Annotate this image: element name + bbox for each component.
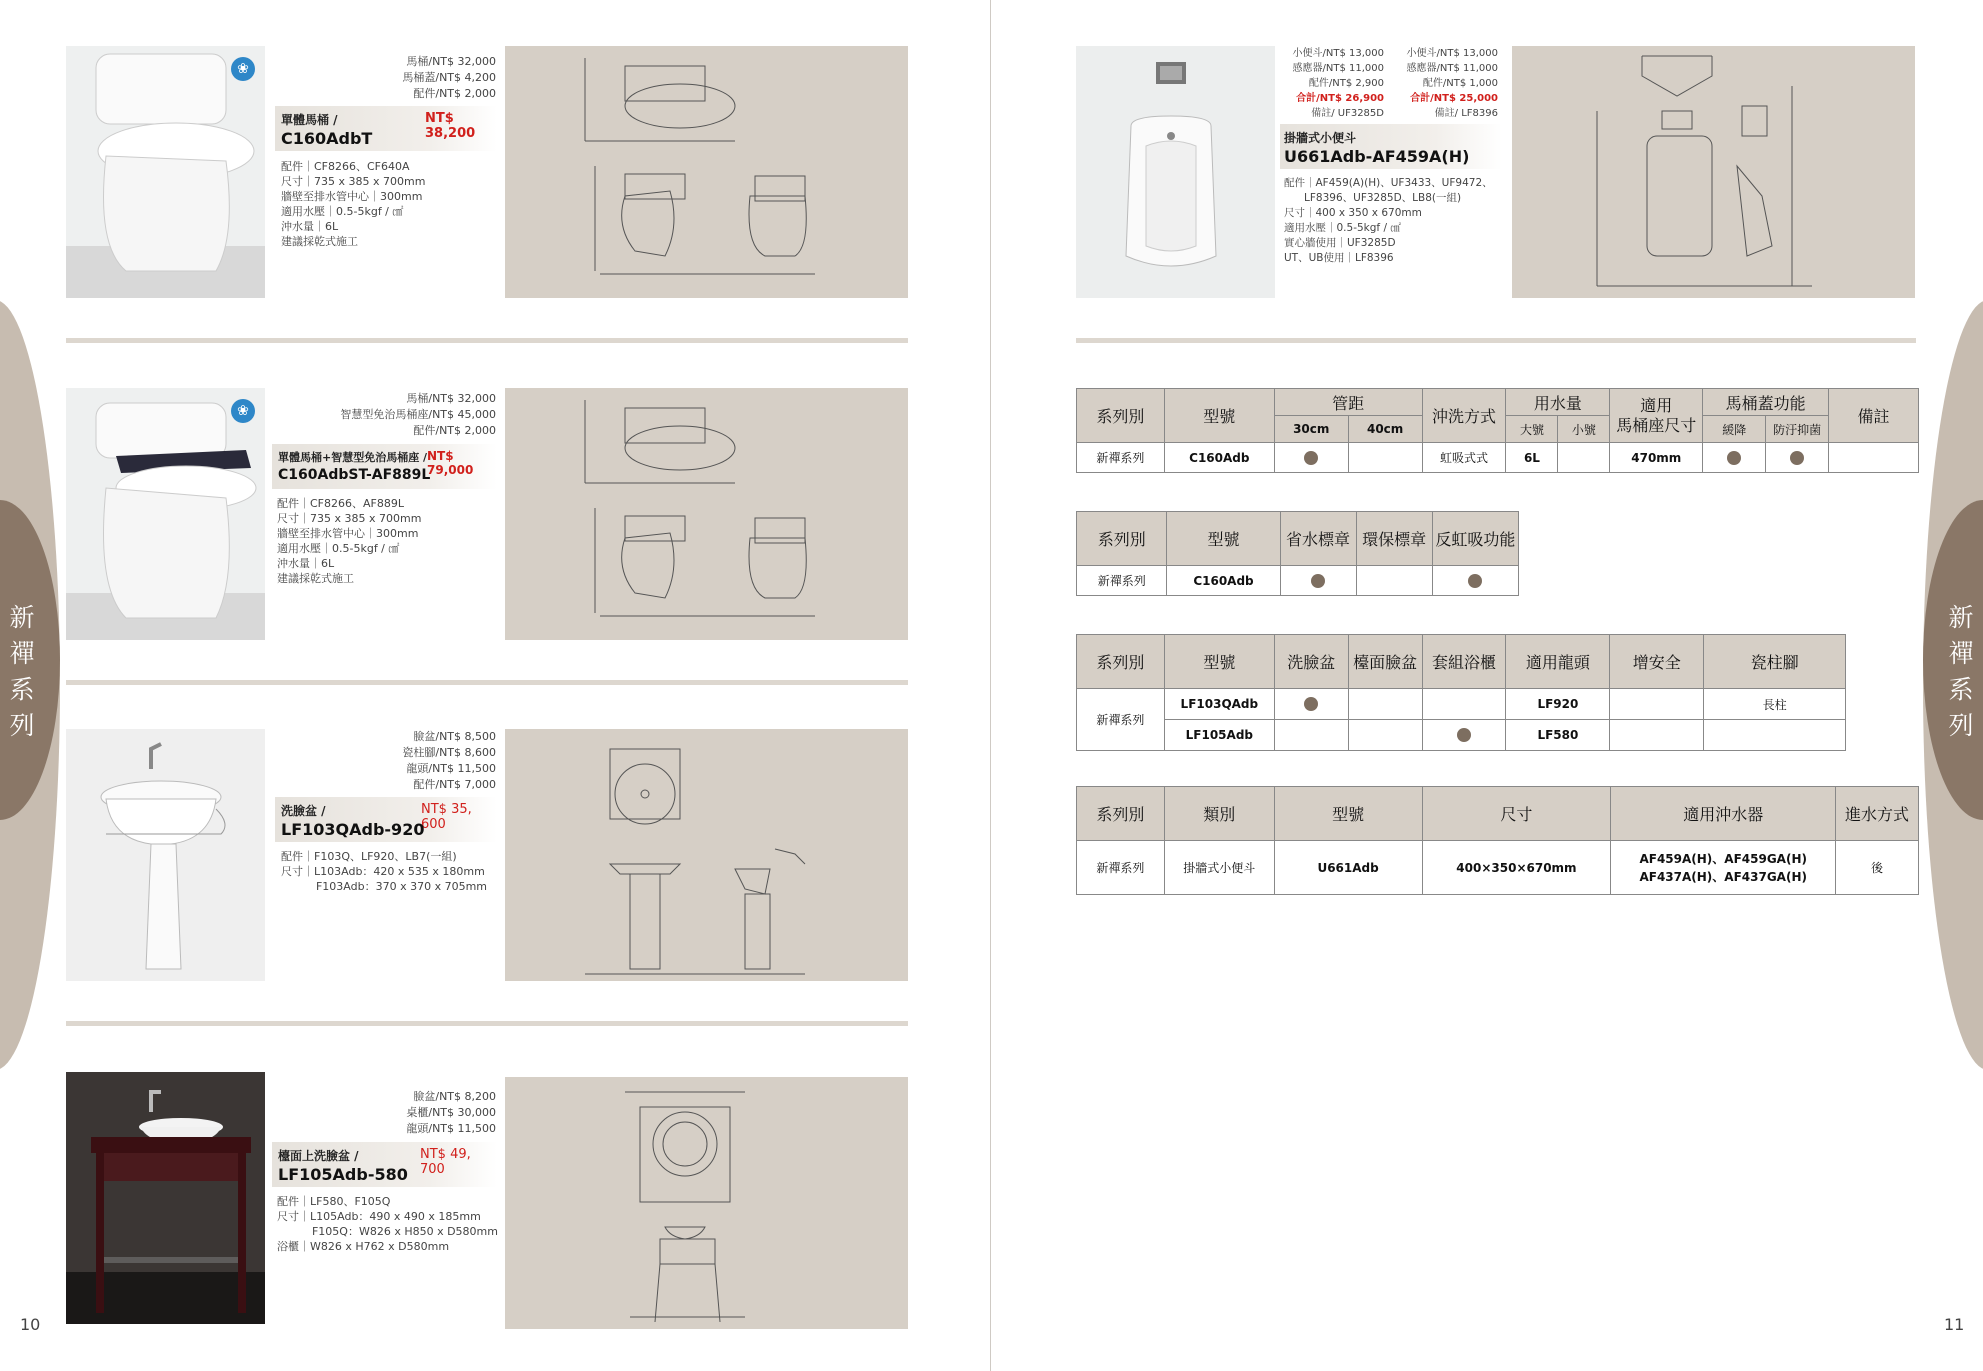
cell-vanity-set [1422,689,1506,720]
price-note: 備註/ UF3285D [1311,108,1384,119]
product-specs [277,496,421,586]
check-dot-icon [1311,574,1325,588]
cell-safety [1610,689,1704,720]
urinal-spec-table [1076,786,1919,895]
price-note: 備註/ LF8396 [1434,108,1498,119]
toilet-spec-table [1076,388,1919,473]
cell-inlet: 後 [1836,841,1919,895]
product-total-price: NT$ 79,000 [427,449,474,477]
cell-eco-label [1356,566,1432,596]
section-divider [1076,338,1916,343]
header-counter-basin: 檯面臉盆 [1348,635,1422,689]
technical-drawing [505,388,908,640]
spec-line: 適用水壓｜0.5-5kgf / ㎠ [281,205,404,218]
header-40cm: 40cm [1348,416,1422,443]
price-line: 配件/NT$ 2,000 [413,424,496,437]
product-category: 單體馬桶 / [281,113,338,127]
header-model: 型號 [1164,635,1274,689]
check-dot-icon [1727,451,1741,465]
cell-flush-valve [1611,841,1836,895]
price-line: 瓷柱腳/NT$ 8,600 [402,746,496,759]
product-total-price: NT$ 35, 600 [421,802,472,832]
product-name-box [272,1142,497,1187]
product-specs [1284,176,1493,266]
header-series: 系列別 [1077,389,1165,443]
cell-vanity-set [1422,720,1506,751]
spec-line: 尺寸｜735 x 385 x 700mm [277,512,422,525]
product-photo-toilet [66,46,265,298]
price-total: 合計/NT$ 25,000 [1410,93,1498,104]
product-name-box [275,797,497,842]
header-model: 型號 [1274,787,1422,841]
header-basin: 洗臉盆 [1274,635,1348,689]
header-water-label: 省水標章 [1280,512,1356,566]
header-eco-label: 環保標章 [1356,512,1432,566]
spec-line: UT、UB使用｜LF8396 [1284,252,1394,264]
cell-pedestal [1704,720,1846,751]
product-category: 檯面上洗臉盆 / [278,1149,359,1163]
cell-model: LF103QAdb [1164,689,1274,720]
price-list [300,729,496,793]
header-30cm: 30cm [1274,416,1348,443]
spec-line: 適用水壓｜0.5-5kgf / ㎠ [277,542,400,555]
section-divider [66,680,908,685]
check-dot-icon [1457,728,1471,742]
header-slow-close: 緩降 [1703,416,1766,443]
product-model: C160AdbST-AF889L [278,467,431,483]
price-line: 智慧型免治馬桶座/NT$ 45,000 [340,408,496,421]
header-anti-siphon: 反虹吸功能 [1432,512,1518,566]
spec-line: LF8396、UF3285D、LB8(一組) [1284,192,1462,204]
header-series: 系列別 [1077,635,1165,689]
spec-line: 沖水量｜6L [277,557,335,570]
page-number-left: 10 [20,1315,41,1334]
header-seat-size-line1: 適用 [1640,395,1673,415]
cell-flush: 虹吸式式 [1422,443,1506,473]
header-antibacterial: 防汙抑菌 [1766,416,1829,443]
price-line: 配件/NT$ 1,000 [1422,78,1498,89]
cell-type: 掛牆式小便斗 [1164,841,1274,895]
price-list [300,54,496,102]
spec-line: 適用水壓｜0.5-5kgf / ㎠ [1284,222,1401,234]
check-dot-icon [1304,697,1318,711]
cell-model: LF105Adb [1164,720,1274,751]
price-line: 臉盆/NT$ 8,200 [413,1090,496,1103]
technical-drawing [505,46,908,298]
product-model: LF105Adb-580 [278,1165,408,1184]
cell-series: 新禪系列 [1077,443,1165,473]
price-line: 配件/NT$ 2,900 [1308,78,1384,89]
product-name-box [1280,124,1502,169]
product-photo-vanity-basin [66,1072,265,1324]
cell-faucet: LF920 [1506,689,1610,720]
price-list [300,1089,496,1137]
check-dot-icon [1304,451,1318,465]
cell-model: C160Adb [1167,566,1280,596]
cell-seat: 470mm [1610,443,1703,473]
price-list-sensor [1280,46,1384,121]
header-flush-type: 沖洗方式 [1422,389,1506,443]
product-category: 掛牆式小便斗 [1284,131,1357,145]
cell-pedestal: 長柱 [1704,689,1846,720]
header-pedestal: 瓷柱腳 [1704,635,1846,689]
technical-drawing [505,729,908,981]
header-model: 型號 [1167,512,1280,566]
spec-line: 建議採乾式施工 [281,235,358,248]
cell-note [1829,443,1919,473]
header-seat-size [1610,389,1703,443]
spec-line: 配件｜CF8266、CF640A [281,160,410,173]
basin-spec-table [1076,634,1846,751]
cell-basin [1274,689,1348,720]
header-series: 系列別 [1077,512,1167,566]
spec-line: 尺寸｜735 x 385 x 700mm [281,175,426,188]
spec-line: 牆壁至排水管中心｜300mm [281,190,423,203]
price-line: 馬桶/NT$ 32,000 [406,392,496,405]
product-name-box [272,444,497,489]
header-note: 備註 [1829,389,1919,443]
product-total-price: NT$ 49, 700 [420,1147,471,1177]
price-line: 龍頭/NT$ 11,500 [406,762,496,775]
price-line: 馬桶/NT$ 32,000 [406,55,496,68]
label-spec-table [1076,511,1519,596]
cell-counter-basin [1348,720,1422,751]
price-line: 馬桶蓋/NT$ 4,200 [402,71,496,84]
product-specs [281,849,487,894]
price-line: 小便斗/NT$ 13,000 [1292,48,1384,59]
cell-model: C160Adb [1164,443,1274,473]
header-inlet: 進水方式 [1836,787,1919,841]
header-vanity-set: 套組浴櫃 [1422,635,1506,689]
price-line: 小便斗/NT$ 13,000 [1406,48,1498,59]
product-category: 單體馬桶+智慧型免治馬桶座 / [278,451,428,464]
price-line: 配件/NT$ 7,000 [413,778,496,791]
section-divider [66,338,908,343]
price-line: 桌櫃/NT$ 30,000 [406,1106,496,1119]
table-row [1077,443,1919,473]
product-photo-smart-toilet [66,388,265,640]
section-divider [66,1021,908,1026]
header-size: 尺寸 [1422,787,1611,841]
header-water-usage: 用水量 [1506,389,1610,416]
spec-line: 配件｜AF459(A)(H)、UF3433、UF9472、 [1284,177,1493,189]
cell-anti-siphon [1432,566,1518,596]
spec-line: 配件｜CF8266、AF889L [277,497,404,510]
side-label-left: 新 禪 系 列 [9,603,35,740]
product-specs [277,1194,498,1254]
spec-line: 沖水量｜6L [281,220,339,233]
table-row [1077,841,1919,895]
header-lid-function: 馬桶蓋功能 [1703,389,1829,416]
technical-drawing [1512,46,1915,298]
header-flush-valve: 適用沖水器 [1611,787,1836,841]
header-faucet: 適用龍頭 [1506,635,1610,689]
spec-line: 實心牆使用｜UF3285D [1284,237,1396,249]
cell-faucet: LF580 [1506,720,1610,751]
table-row [1077,566,1519,596]
eco-badge-icon: ❀ [231,57,255,81]
spec-line: F105Q：W826 x H850 x D580mm [277,1225,498,1238]
spec-line: 尺寸｜400 x 350 x 670mm [1284,207,1422,219]
price-list-flush [1390,46,1498,121]
header-series: 系列別 [1077,787,1165,841]
product-specs [281,159,425,249]
product-photo-urinal [1076,46,1275,298]
header-model: 型號 [1164,389,1274,443]
check-dot-icon [1790,451,1804,465]
cell-safety [1610,720,1704,751]
price-line: 感應器/NT$ 11,000 [1406,63,1498,74]
page-divider [990,0,991,1371]
check-dot-icon [1468,574,1482,588]
cell-model: U661Adb [1274,841,1422,895]
spec-line: F103Adb：370 x 370 x 705mm [281,880,488,893]
product-name-box [275,106,497,151]
price-list [300,391,496,439]
price-line: 龍頭/NT$ 11,500 [406,1122,496,1135]
cell-basin [1274,720,1348,751]
spec-line: 牆壁至排水管中心｜300mm [277,527,419,540]
table-row [1077,689,1846,720]
table-row [1077,720,1846,751]
product-category: 洗臉盆 / [281,804,326,818]
cell-40cm [1348,443,1422,473]
spec-line: 配件｜LF580、F105Q [277,1195,391,1208]
technical-drawing [505,1077,908,1329]
spec-line: 尺寸｜L103Adb：420 x 535 x 180mm [281,865,485,878]
side-label-right: 新 禪 系 列 [1948,603,1974,740]
header-type: 類別 [1164,787,1274,841]
cell-30cm [1274,443,1348,473]
product-model: LF103QAdb-920 [281,820,425,839]
cell-big: 6L [1506,443,1558,473]
price-total: 合計/NT$ 26,900 [1296,93,1384,104]
cell-size: 400×350×670mm [1422,841,1611,895]
flush-valve-line: AF437A(H)、AF437GA(H) [1639,869,1807,884]
product-photo-pedestal-basin [66,729,265,981]
eco-badge-icon: ❀ [231,399,255,423]
price-line: 感應器/NT$ 11,000 [1292,63,1384,74]
cell-series: 新禪系列 [1077,689,1165,751]
cell-small [1558,443,1610,473]
cell-series: 新禪系列 [1077,566,1167,596]
page-number-right: 11 [1944,1315,1965,1334]
price-line: 臉盆/NT$ 8,500 [413,730,496,743]
flush-valve-line: AF459A(H)、AF459GA(H) [1639,851,1807,866]
spec-line: 配件｜F103Q、LF920、LB7(一組) [281,850,457,863]
product-total-price: NT$ 38,200 [425,111,476,141]
cell-water-label [1280,566,1356,596]
price-line: 配件/NT$ 2,000 [413,87,496,100]
product-model: C160AdbT [281,129,373,148]
header-small: 小號 [1558,416,1610,443]
header-pipe-distance: 管距 [1274,389,1422,416]
cell-counter-basin [1348,689,1422,720]
spec-line: 尺寸｜L105Adb：490 x 490 x 185mm [277,1210,481,1223]
spec-line: 浴櫃｜W826 x H762 x D580mm [277,1240,450,1253]
header-safety: 增安全 [1610,635,1704,689]
cell-series: 新禪系列 [1077,841,1165,895]
cell-slow-close [1703,443,1766,473]
header-big: 大號 [1506,416,1558,443]
cell-antibacterial [1766,443,1829,473]
spec-line: 建議採乾式施工 [277,572,354,585]
product-model: U661Adb-AF459A(H) [1284,147,1470,166]
header-seat-size-line2: 馬桶座尺寸 [1616,415,1697,435]
